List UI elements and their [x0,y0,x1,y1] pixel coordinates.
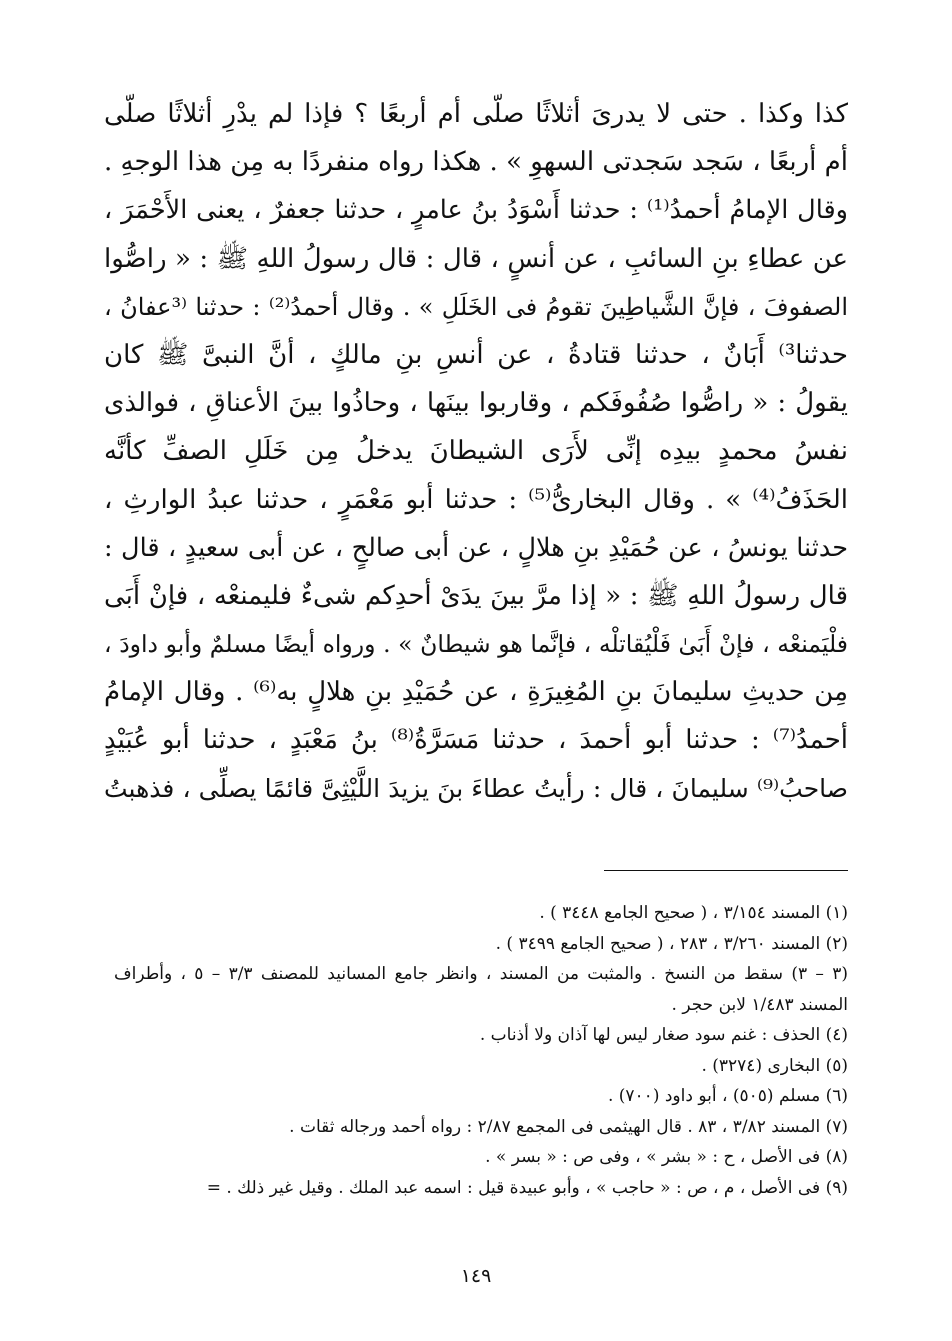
footnote-line: (٥) البخارى (٣٢٧٤) . [701,1055,848,1076]
main-text-line: الصفوفَ ، فإنَّ الشَّياطِينَ تقومُ فى الخَلَلِ » . وقال أحمدُ⁽²⁾ : حدثنا ⁽³عفانُ ، [104,292,848,321]
footnote-line: (٦) مسلم (٥٠٥) ، أبو داود (٧٠٠) . [607,1086,848,1106]
footnote-line: (٤) الحذف : غنم سود صغار ليس لها آذان ولا أذناب . [479,1025,848,1045]
footnote-line: المسند ١/٤٨٣ لابن حجر . [671,994,848,1015]
main-text-line: أحمدُ⁽⁷⁾ : حدثنا أبو أحمدَ ، حدثنا مَسَرَّةُ⁽⁸⁾ بنُ مَعْبَدٍ ، حدثنا أبو عُبَيْدٍ [104,725,848,756]
footnote-separator [604,870,848,871]
main-text-line: مِن حديثِ سليمانَ بنِ المُغِيرَةِ ، عن حُمَيْدِ بنِ هلالٍ به⁽⁶⁾ . وقال الإمامُ [104,677,848,708]
main-text-block [104,90,848,813]
footnote-line: (٨) فى الأصل ، ح : « بشر » ، وفى ص : « بسر » . [485,1147,848,1167]
main-text-line: عن عطاءِ بنِ السائبِ ، عن أنسٍ ، قال : قال رسولُ اللهِ ﷺ : « راصُّوا [104,243,848,274]
footnote-line: (١) المسند ٣/١٥٤ ، ( صحيح الجامع ٣٤٤٨ ) . [539,903,848,923]
footnote-line: (٩) فى الأصل ، م ، ص : « حاجب » ، وأبو عبيدة قيل : اسمه عبد الملك . وقيل غير ذلك . = [206,1177,848,1198]
footnotes-block [114,898,848,1203]
main-text-line: نفسُ محمدٍ بيدِه إنِّى لأَرَى الشيطانَ يدخلُ مِن خَلَلِ الصفِّ كأنَّه [104,436,848,467]
main-text-line: حدثنا يونسُ ، عن حُمَيْدِ بنِ هلالٍ ، عن أبى صالحٍ ، عن أبى سعيدٍ ، قال : [104,532,848,563]
main-text-line: الحَذَفُ⁽⁴⁾ » . وقال البخارىُّ⁽⁵⁾ : حدثنا أبو مَعْمَرٍ ، حدثنا عبدُ الوارثِ ، [104,484,848,515]
main-text-line: كذا وكذا . حتى لا يدرىَ أثلاثًا صلّى أم أربعًا ؟ فإذا لم يدْرِ أثلاثًا صلّى [104,99,848,129]
main-text-line: صاحبُ⁽⁹⁾ سليمانَ ، قال : رأيتُ عطاءَ بنَ يزيدَ اللَّيْثِىَّ قائمًا يصلِّى ، فذهبتُ [104,773,848,803]
footnote-line: (٣ – ٣) سقط من النسخ . والمثبت من المسند ، وانظر جامع المسانيد للمصنف ٣/٣ – ٥ ، وأطراف [114,964,849,984]
main-text-line: أم أربعًا ، سَجد سَجدتى السهوِ » . هكذا رواه منفردًا به مِن هذا الوجهِ . [104,147,848,178]
footnote-line: (٢) المسند ٣/٢٦٠ ، ٢٨٣ ، ( صحيح الجامع ٣٤٩٩ ) . [495,933,848,954]
footnote-line: (٧) المسند ٣/٨٢ ، ٨٣ . قال الهيثمى فى المجمع ٢/٨٧ : رواه أحمد ورجاله ثقات . [289,1116,848,1137]
main-text-line: وقال الإمامُ أحمدُ⁽¹⁾ : حدثنا أَسْوَدُ بنُ عامرٍ ، حدثنا جعفرٌ ، يعنى الأَحْمَرَ ، [104,195,848,226]
main-text-line: قال رسولُ اللهِ ﷺ : « إذا مرَّ بينَ يدَىْ أحدِكم شىءٌ فليمنعْه ، فإنْ أَبَى [104,580,848,611]
main-text-line: يقولُ : « راصُّوا صُفُوفَكم ، وقاربوا بينَها ، وحاذُوا بينَ الأعناقِ ، فوالذى [104,388,848,419]
page-number: ١٤٩ [460,1265,492,1287]
main-text-line: حدثنا³⁾ أَبَانٌ ، حدثنا قتادةُ ، عن أنسِ بنِ مالكٍ ، أنَّ النبىَّ ﷺ كان [104,339,848,370]
main-text-line: فلْيَمنعْه ، فإنْ أَبَىٰ فَلْيُقاتلْه ، فإنَّما هو شيطانٌ » . ورواه أيضًا مسلمٌ وأبو داودَ ، [104,630,848,659]
